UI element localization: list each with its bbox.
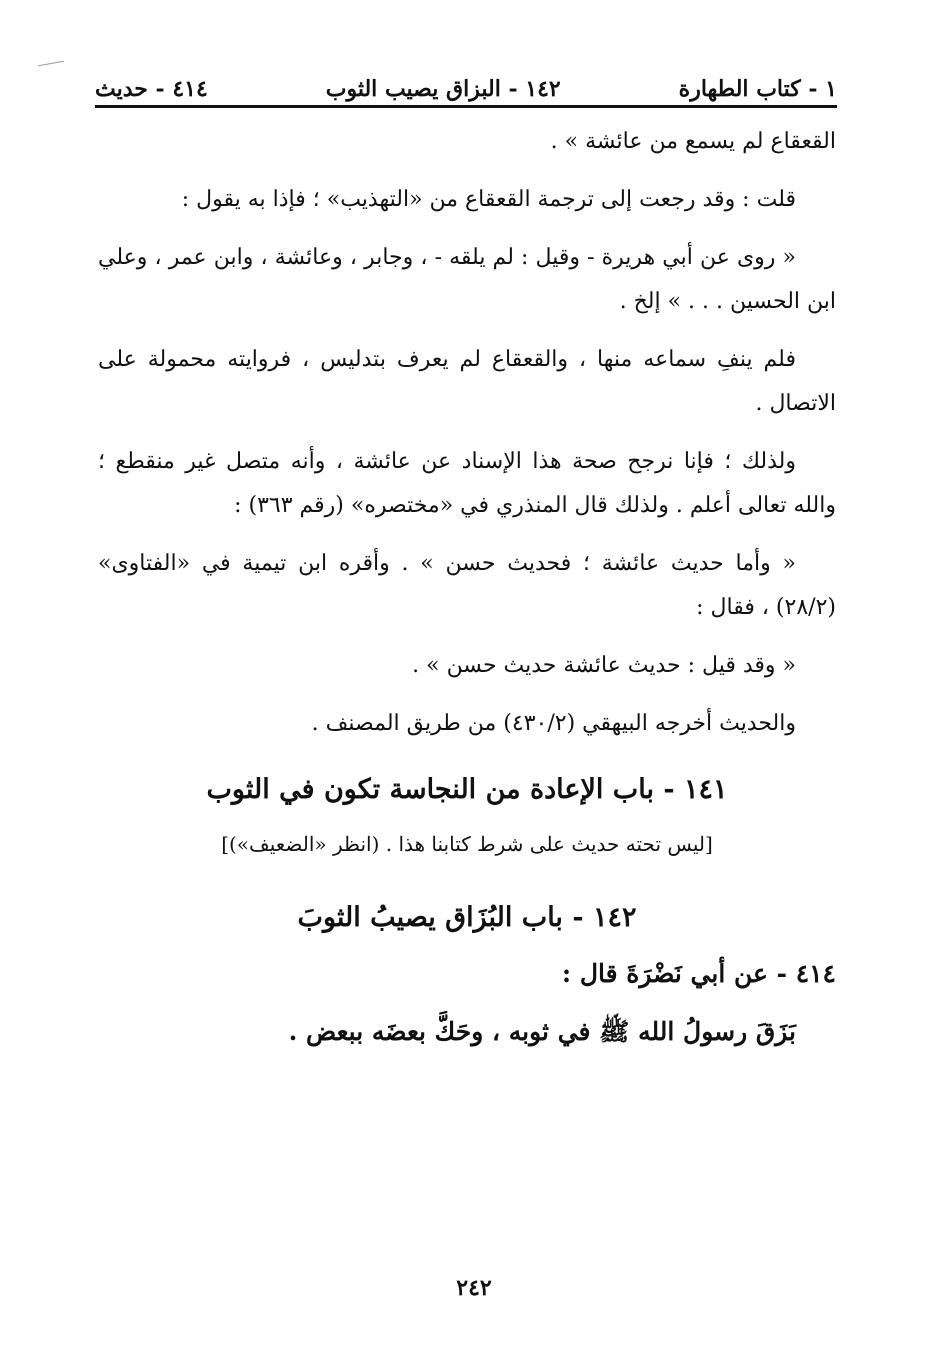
chapter-141-title: ١٤١ - باب الإعادة من النجاسة تكون في الثوب [206, 774, 728, 805]
paragraph-7: « وقد قيل : حديث عائشة حديث حسن » . [412, 653, 796, 678]
page-body [98, 120, 836, 1054]
running-header [95, 62, 837, 102]
page-number: ٢٤٢ [456, 1275, 492, 1301]
paragraph-5: ولذلك ؛ فإنا نرجح صحة هذا الإسناد عن عائشة ، وأنه متصل غير منقطع ؛ والله تعالى أعلم . ولذلك قال المنذري في «مختصره» (رقم ٣٦٣) : [98, 449, 836, 518]
header-hadith-number: ٤١٤ - حديث [95, 75, 208, 102]
hadith-414-heading: ٤١٤ - عن أبي نَضْرَةَ قال : [561, 959, 836, 988]
hadith-414-text: بَزَقَ رسولُ الله ﷺ في ثوبه ، وحَكَّ بعضَه ببعض . [288, 1017, 796, 1046]
header-section: ١٤٢ - البزاق يصيب الثوب [325, 75, 561, 102]
header-chapter: ١ - كتاب الطهارة [678, 75, 837, 102]
paragraph-6: « وأما حديث عائشة ؛ فحديث حسن » . وأقره ابن تيمية في «الفتاوى» (٢٨/٢) ، فقال : [98, 551, 836, 620]
chapter-141-note: [ليس تحته حديث على شرط كتابنا هذا . (انظر «الضعيف»)] [221, 832, 713, 856]
paragraph-2: قلت : وقد رجعت إلى ترجمة القعقاع من «التهذيب» ؛ فإذا به يقول : [181, 187, 796, 212]
paragraph-3: « روى عن أبي هريرة - وقيل : لم يلقه - ، وجابر ، وعائشة ، وابن عمر ، وعلي ابن الحسين . . . » إلخ . [98, 245, 836, 314]
margin-mark [38, 61, 64, 66]
paragraph-4: فلم ينفِ سماعه منها ، والقعقاع لم يعرف بتدليس ، فروايته محمولة على الاتصال . [98, 347, 836, 416]
header-rule [95, 105, 837, 108]
chapter-142-title: ١٤٢ - باب البُزَاق يصيبُ الثوبَ [297, 902, 637, 933]
paragraph-8: والحديث أخرجه البيهقي (٤٣٠/٢) من طريق المصنف . [311, 711, 796, 736]
paragraph-1: القعقاع لم يسمع من عائشة » . [550, 129, 836, 154]
